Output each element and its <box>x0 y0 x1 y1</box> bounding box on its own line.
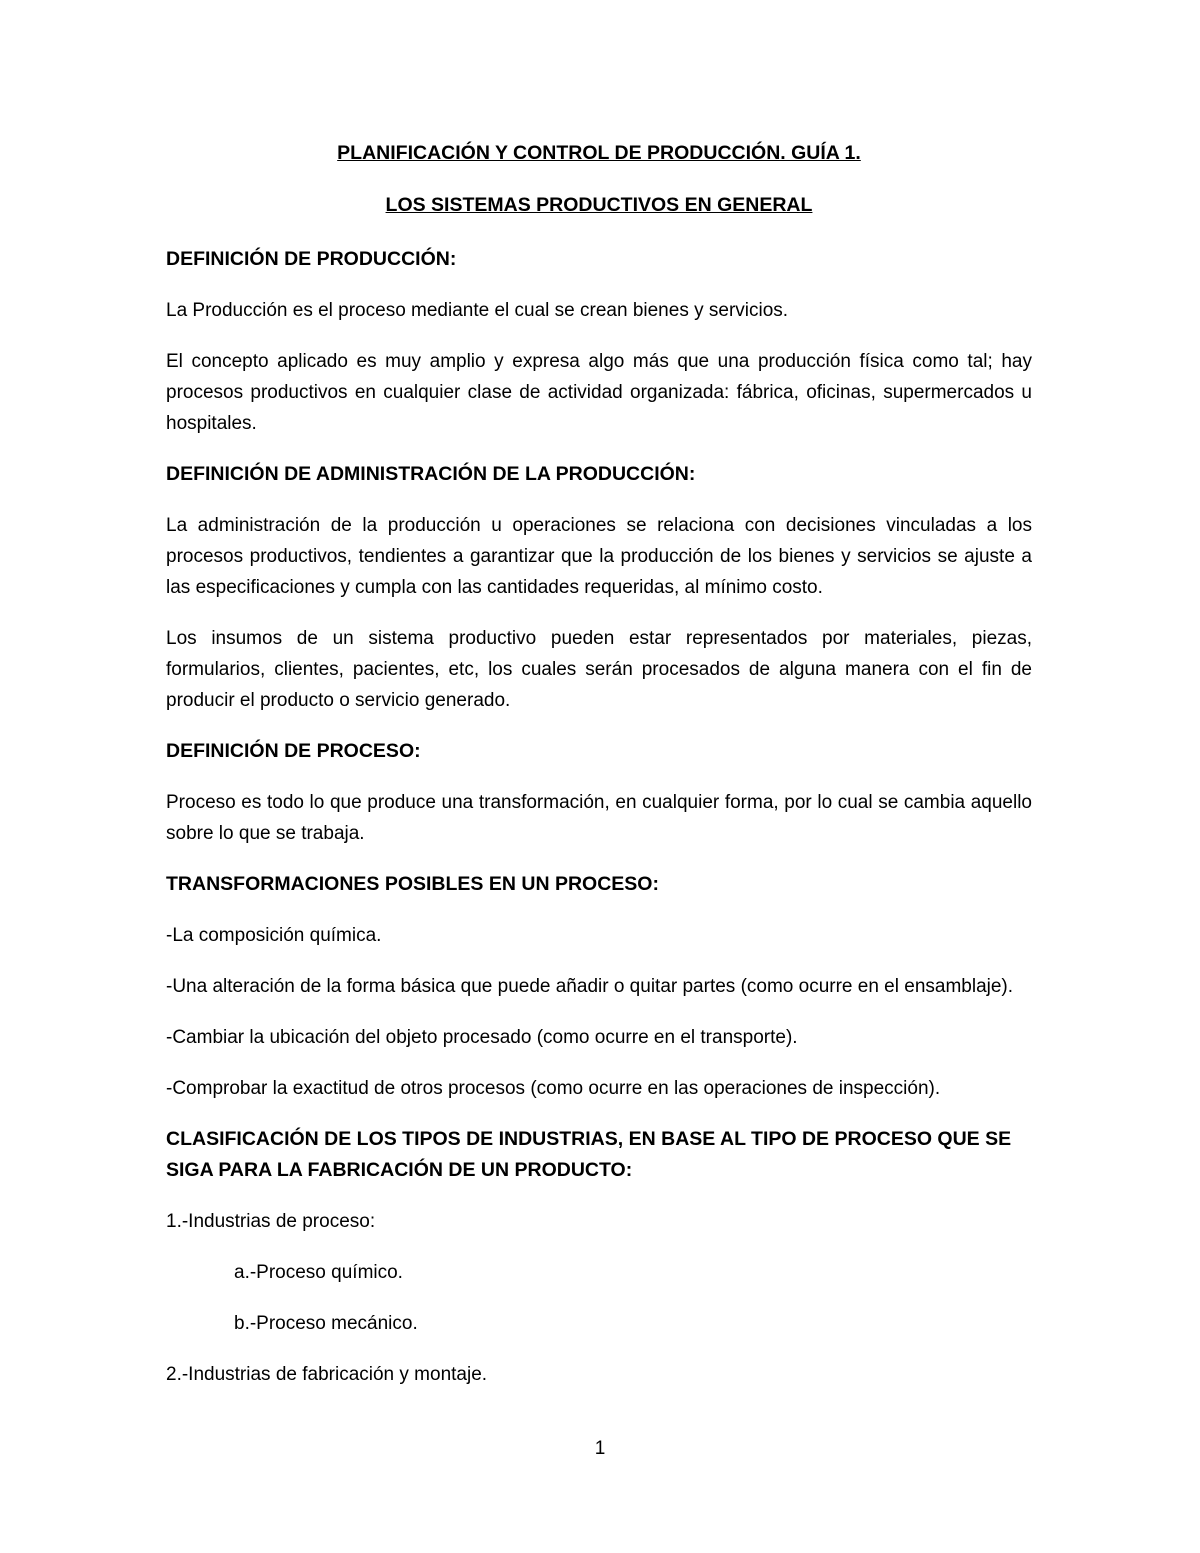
list-item: 1.-Industrias de proceso: <box>166 1211 376 1232</box>
paragraph: Proceso es todo lo que produce una transformación, en cualquier forma, por lo cual se cambia aquello sobre lo que se trabaja. <box>166 792 1032 844</box>
section-heading: DEFINICIÓN DE ADMINISTRACIÓN DE LA PRODUCCIÓN: <box>166 463 696 485</box>
document-title: PLANIFICACIÓN Y CONTROL DE PRODUCCIÓN. GUÍA 1. <box>337 142 861 164</box>
page-number: 1 <box>594 1438 606 1459</box>
document-body <box>166 140 1032 1410</box>
list-item: -Cambiar la ubicación del objeto procesado (como ocurre en el transporte). <box>166 1027 798 1048</box>
list-item: -Comprobar la exactitud de otros procesos (como ocurre en las operaciones de inspección). <box>166 1078 941 1099</box>
section-heading: DEFINICIÓN DE PRODUCCIÓN: <box>166 248 457 270</box>
sub-list-item: b.-Proceso mecánico. <box>234 1313 418 1334</box>
sub-list-item: a.-Proceso químico. <box>234 1262 403 1283</box>
list-item: 2.-Industrias de fabricación y montaje. <box>166 1364 488 1385</box>
list-item: -Una alteración de la forma básica que puede añadir o quitar partes (como ocurre en el ensamblaje). <box>166 976 1014 997</box>
paragraph: La administración de la producción u operaciones se relaciona con decisiones vinculadas a los procesos productivos, tendientes a garantizar que la producción de los bienes y servicios se ajuste a las especificaciones y cumpla con las cantidades requeridas, al mínimo costo. <box>166 515 1032 598</box>
paragraph: Los insumos de un sistema productivo pueden estar representados por materiales, piezas, formularios, clientes, pacientes, etc, los cuales serán procesados de alguna manera con el fin de producir el producto o servicio generado. <box>166 628 1032 711</box>
document-subtitle: LOS SISTEMAS PRODUCTIVOS EN GENERAL <box>385 194 813 216</box>
section-heading: DEFINICIÓN DE PROCESO: <box>166 740 421 762</box>
section-heading: CLASIFICACIÓN DE LOS TIPOS DE INDUSTRIAS, EN BASE AL TIPO DE PROCESO QUE SE SIGA PARA LA FABRICACIÓN DE UN PRODUCTO: <box>166 1128 1012 1181</box>
list-item: -La composición química. <box>166 925 382 946</box>
paragraph: El concepto aplicado es muy amplio y expresa algo más que una producción física como tal; hay procesos productivos en cualquier clase de actividad organizada: fábrica, oficinas, supermercados u hospitales. <box>166 351 1032 434</box>
section-heading: TRANSFORMACIONES POSIBLES EN UN PROCESO: <box>166 873 659 895</box>
paragraph: La Producción es el proceso mediante el cual se crean bienes y servicios. <box>166 300 789 321</box>
